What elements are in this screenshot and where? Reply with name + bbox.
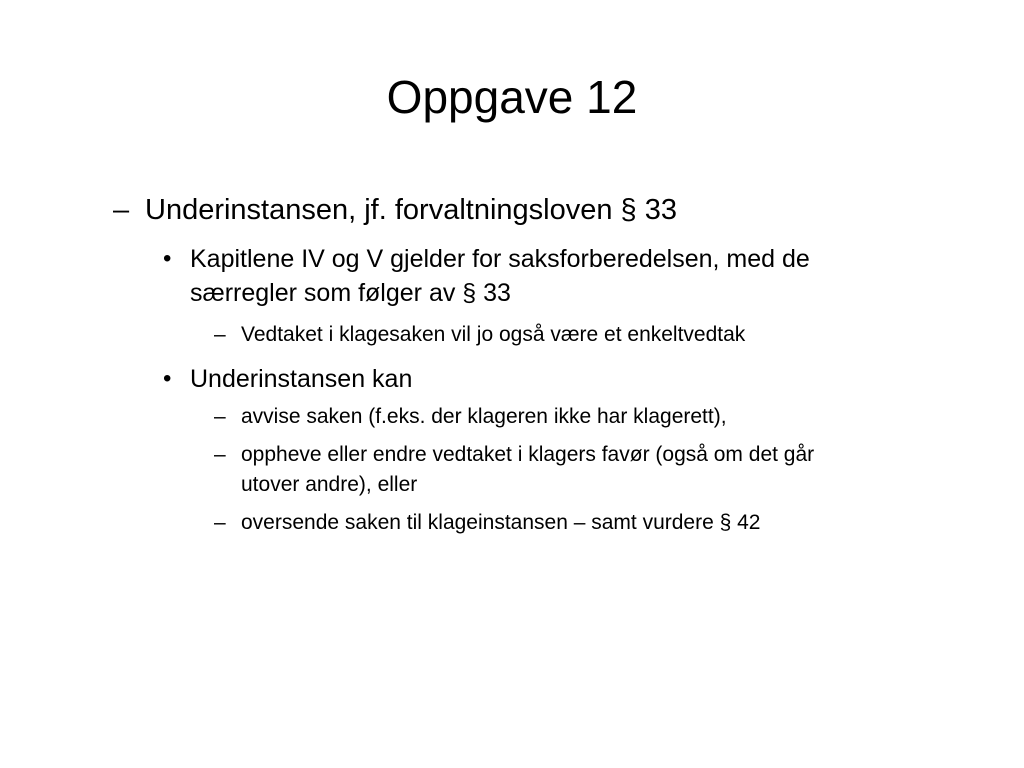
list-item-text: Vedtaket i klagesaken vil jo også være et enkeltvedtak: [241, 323, 746, 346]
list-item-text: oversende saken til klageinstansen – samt vurdere § 42: [241, 511, 761, 534]
dash-marker: –: [214, 405, 226, 428]
list-item: [214, 508, 760, 538]
list-item-text-line-1: Kapitlene IV og V gjelder for saksforberedelsen, med de: [190, 245, 810, 273]
dash-marker: –: [214, 443, 226, 466]
list-item-text: avvise saken (f.eks. der klageren ikke har klagerett),: [241, 405, 727, 428]
list-item: [163, 362, 412, 396]
list-item-text-line-2: utover andre), eller: [241, 473, 418, 496]
list-item-text-line-2: særregler som følger av § 33: [190, 279, 511, 307]
list-item: [214, 402, 727, 432]
list-item: [163, 242, 810, 310]
slide-title: Oppgave 12: [386, 71, 638, 123]
list-item-text: Underinstansen kan: [190, 365, 413, 393]
list-item: [214, 440, 814, 500]
dash-marker: –: [214, 323, 226, 346]
list-item: [113, 192, 677, 228]
bullet-marker: •: [163, 365, 172, 392]
list-item: [214, 320, 745, 350]
bullet-marker: •: [163, 245, 172, 272]
dash-marker: –: [214, 511, 226, 534]
list-item-text-line-1: oppheve eller endre vedtaket i klagers favør (også om det går: [241, 443, 815, 466]
dash-marker: –: [113, 194, 130, 226]
list-item-text: Underinstansen, jf. forvaltningsloven § 33: [145, 194, 677, 226]
